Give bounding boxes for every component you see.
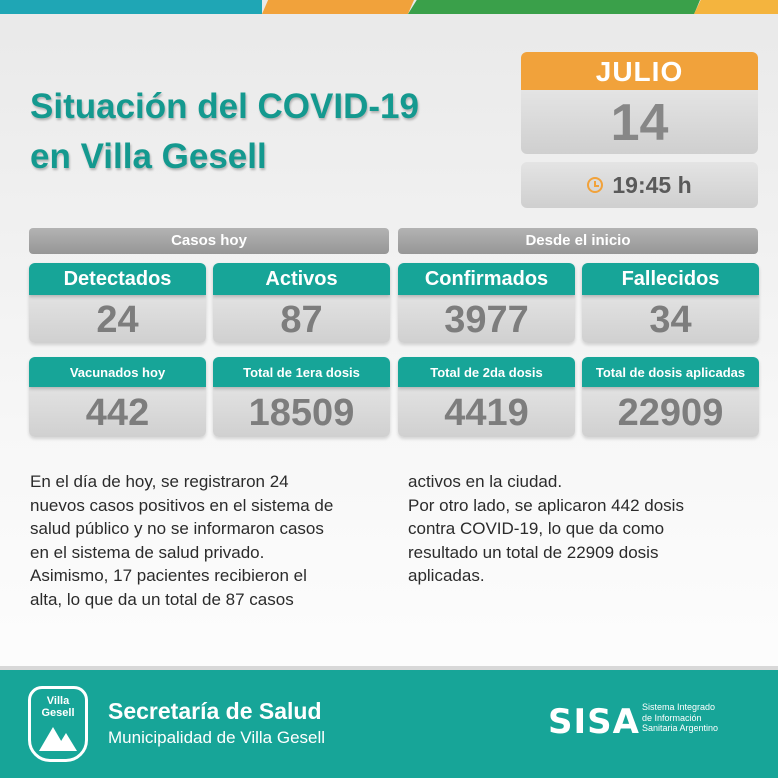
card-value: 87: [213, 295, 390, 343]
date-day: 14: [521, 90, 758, 154]
card-vacunados-hoy: [29, 357, 206, 437]
villa-gesell-logo: [28, 686, 88, 762]
paragraph-line: activos en la ciudad.: [408, 472, 563, 491]
mountain-icon: [55, 733, 77, 751]
card-confirmados: [398, 263, 575, 343]
logo-text-line: Gesell: [41, 707, 75, 719]
clock-icon: [587, 177, 603, 193]
footer: [0, 670, 778, 778]
card-label: Total de 1era dosis: [213, 357, 390, 387]
card-value: 24: [29, 295, 206, 343]
sisa-desc-line: Sistema Integrado: [642, 702, 716, 712]
top-color-strip: [0, 0, 778, 14]
card-value: 34: [582, 295, 759, 343]
date-box: [521, 52, 758, 208]
page-title: [30, 82, 500, 182]
card-label: Activos: [213, 263, 390, 295]
card-total-dosis: [582, 357, 759, 437]
time-label: 19:45 h: [612, 171, 692, 198]
paragraph-left: [30, 470, 390, 611]
card-label: Total de dosis aplicadas: [582, 357, 759, 387]
sisa-description: [642, 702, 752, 734]
card-detectados: [29, 263, 206, 343]
card-primera-dosis: [213, 357, 390, 437]
title-line-1: Situación del COVID-19: [30, 87, 419, 126]
card-label: Confirmados: [398, 263, 575, 295]
sisa-desc-line: de Información: [642, 712, 702, 723]
card-label: Detectados: [29, 263, 206, 295]
date-time: [521, 162, 758, 208]
card-value: 3977: [398, 295, 575, 343]
logo-text: [31, 695, 85, 719]
date-month: JULIO: [521, 52, 758, 90]
section-desde-inicio: Desde el inicio: [398, 228, 758, 254]
card-label: Vacunados hoy: [29, 357, 206, 387]
paragraph-line: nuevos casos positivos en el sistema de: [30, 495, 334, 515]
paragraph-line: contra COVID-19, lo que da como: [408, 519, 665, 538]
footer-title: Secretaría de Salud: [108, 698, 322, 724]
card-value: 18509: [213, 387, 390, 437]
paragraph-line: resultado un total de 22909 dosis: [408, 542, 659, 562]
title-line-2: en Villa Gesell: [30, 137, 267, 176]
paragraph-line: salud público y no se informaron casos: [30, 519, 324, 538]
sisa-desc-line: Sanitaria Argentino: [642, 723, 719, 733]
paragraph-line: en el sistema de salud privado.: [30, 542, 265, 562]
card-value: 4419: [398, 387, 575, 437]
card-segunda-dosis: [398, 357, 575, 437]
paragraph-line: alta, lo que da un total de 87 casos: [30, 589, 294, 609]
paragraph-right: [408, 470, 758, 588]
section-casos-hoy: Casos hoy: [29, 228, 389, 254]
logo-text-line: Villa: [46, 695, 70, 707]
paragraph-line: En el día de hoy, se registraron 24: [30, 472, 289, 491]
paragraph-line: Por otro lado, se aplicaron 442 dosis: [408, 495, 684, 515]
card-activos: [213, 263, 390, 343]
paragraph-line: aplicadas.: [408, 566, 485, 585]
sisa-logo: SISA: [548, 702, 640, 742]
paragraph-line: Asimismo, 17 pacientes recibieron el: [30, 566, 307, 585]
card-fallecidos: [582, 263, 759, 343]
footer-subtitle: Municipalidad de Villa Gesell: [108, 728, 326, 747]
card-label: Fallecidos: [582, 263, 759, 295]
card-value: 442: [29, 387, 206, 437]
card-value: 22909: [582, 387, 759, 437]
card-label: Total de 2da dosis: [398, 357, 575, 387]
